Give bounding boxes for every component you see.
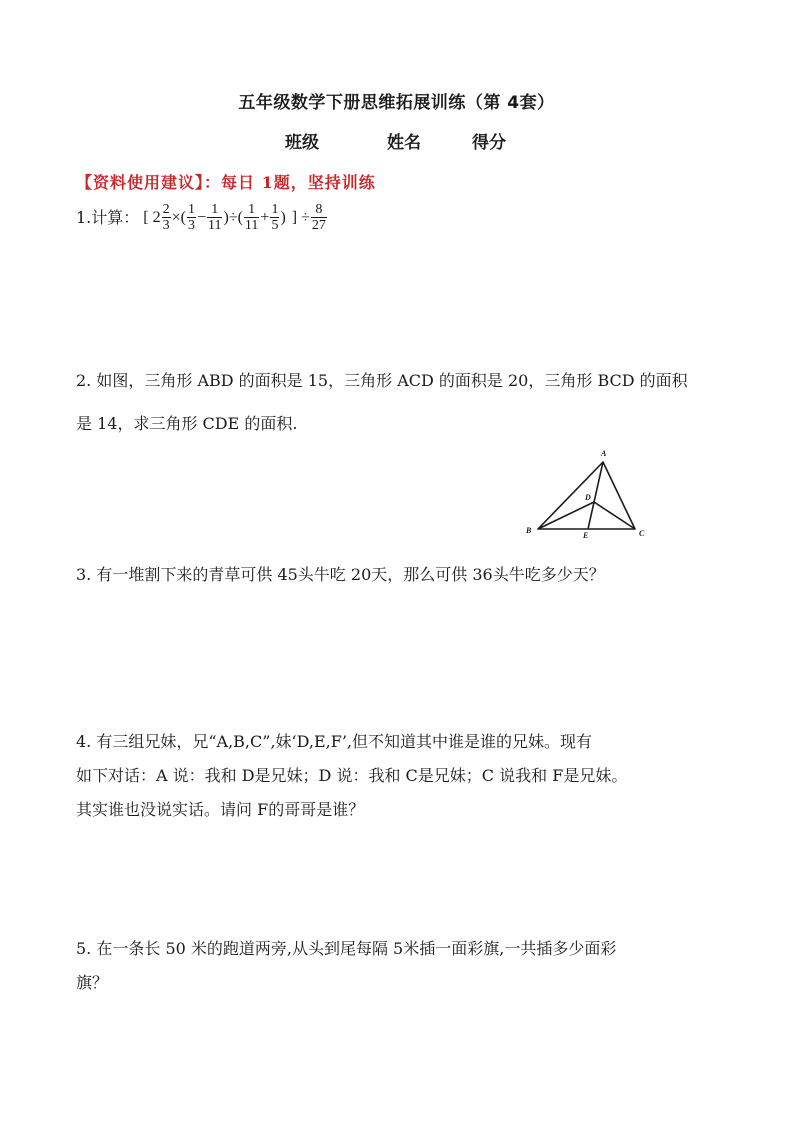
fraction-2-3: $\frac{2}{3}$ [162, 202, 170, 233]
question-1-prefix: 计算： [91, 207, 140, 227]
close-paren: ) [280, 208, 286, 226]
whole-number: 2 [152, 208, 161, 226]
triangle-diagram [515, 445, 665, 540]
usage-tip: 【资料使用建议】：每日 1题，坚持训练 [76, 173, 376, 192]
fraction-1-5: $\frac{1}{5}$ [271, 202, 279, 233]
label-a: A [601, 449, 607, 458]
score-label: 得分 [472, 133, 506, 153]
question-1-number: 1. [76, 207, 92, 227]
question-5-line-2: 旗？ [76, 973, 109, 992]
close-bracket: ] [291, 208, 298, 226]
fraction-8-27: $\frac{8}{27}$ [311, 202, 326, 233]
label-b: B [526, 526, 532, 535]
segment-bd [538, 502, 594, 529]
fraction-1-11-b: $\frac{1}{11}$ [244, 202, 259, 233]
label-c: C [639, 529, 645, 538]
page-title: 五年级数学下册思维拓展训练（第 4套） [238, 93, 555, 113]
label-e: E [583, 531, 589, 540]
question-5-line-1: 5. 在一条长 50 米的跑道两旁,从头到尾每隔 5米插一面彩旗,一共插多少面彩 [76, 939, 617, 958]
question-4-line-2: 如下对话：A 说：我和 D是兄妹；D 说：我和 C是兄妹；C 说我和 F是兄妹。 [76, 766, 628, 785]
plus-sign: + [260, 208, 270, 226]
class-label: 班级 [285, 133, 319, 153]
fraction-1-11-a: $\frac{1}{11}$ [208, 202, 222, 233]
divide-sign-2: ÷ [301, 208, 310, 226]
fraction-1-3: $\frac{1}{3}$ [187, 202, 195, 233]
name-label: 姓名 [387, 133, 421, 153]
open-bracket: [ [143, 208, 149, 226]
question-2-line-1: 2. 如图，三角形 ABD 的面积是 15，三角形 ACD 的面积是 20，三角形 BCD 的面积 [76, 371, 688, 390]
minus-sign: − [196, 208, 206, 226]
question-4-line-3: 其实谁也没说实话。请问 F的哥哥是谁？ [76, 800, 365, 819]
times-sign: ×( [171, 208, 186, 226]
label-d: D [585, 493, 591, 502]
question-2-line-2: 是 14，求三角形 CDE 的面积. [76, 414, 298, 433]
question-1 [76, 202, 328, 233]
divide-sign-1: )÷( [223, 208, 243, 226]
question-4-line-1: 4. 有三组兄妹，兄“A,B,C”,妹‘D,E,F’,但不知道其中谁是谁的兄妹。现有 [76, 732, 592, 751]
question-3: 3. 有一堆割下来的青草可供 45头牛吃 20天，那么可供 36头牛吃多少天？ [76, 565, 605, 584]
